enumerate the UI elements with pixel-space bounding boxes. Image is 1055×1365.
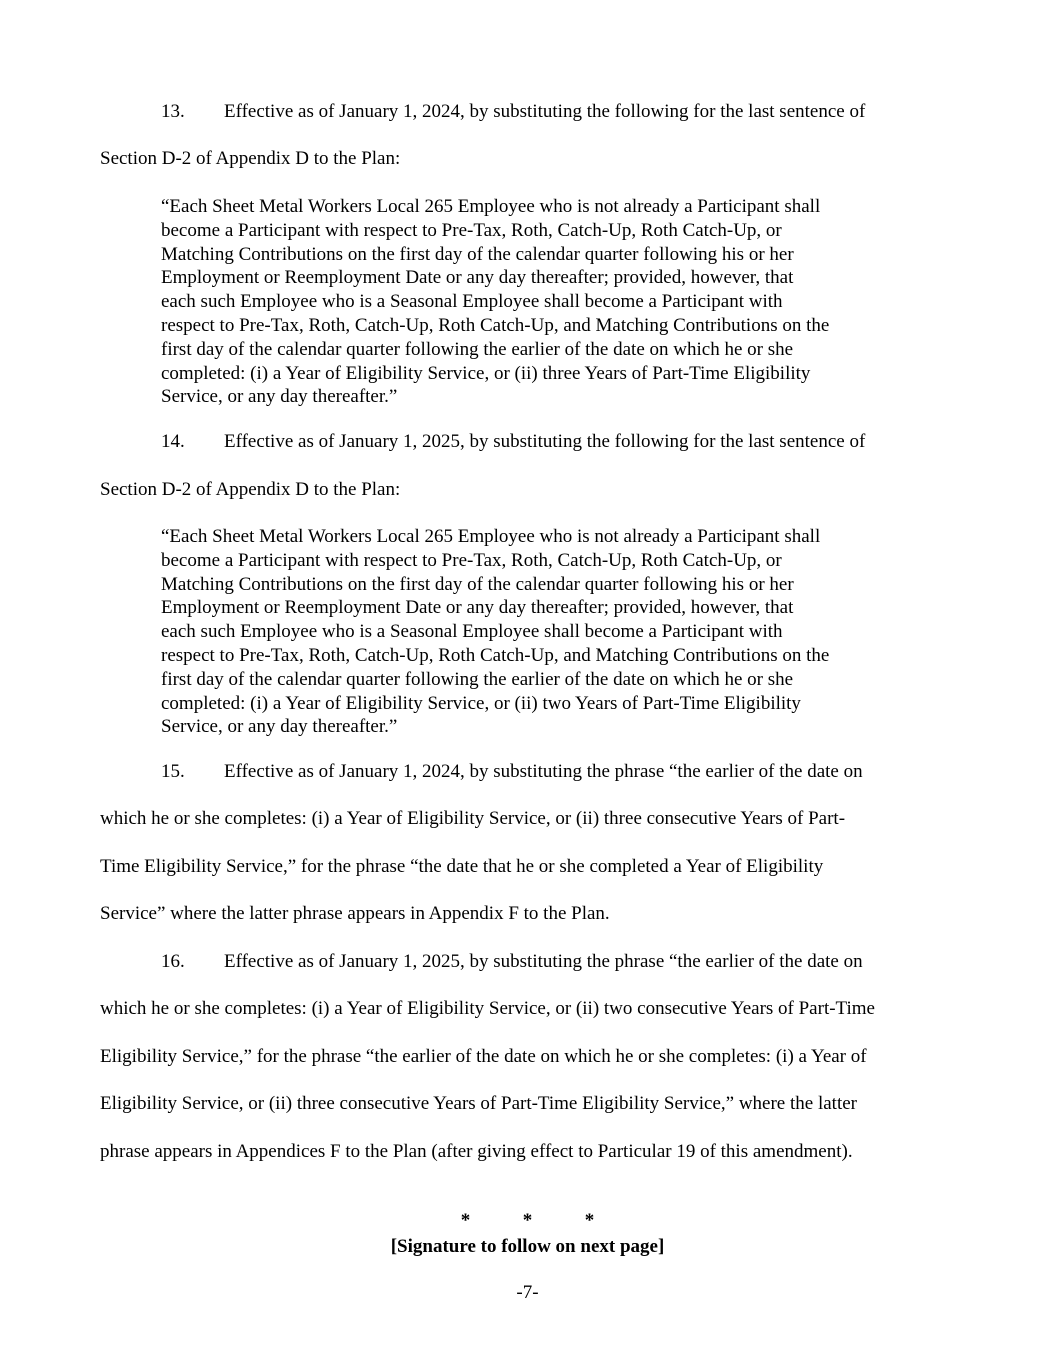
section-lead-text: Effective as of January 1, 2025, by substituting the phrase “the earlier of the date on bbox=[224, 951, 863, 972]
section-16-line: Eligibility Service, or (ii) three consecutive Years of Part-Time Eligibility Service,” where the latter bbox=[100, 1093, 857, 1114]
page-number: -7- bbox=[516, 1282, 539, 1303]
section-lead-text: Effective as of January 1, 2024, by substituting the following for the last sentence of bbox=[224, 101, 866, 122]
section-15-line: Time Eligibility Service,” for the phrase “the date that he or she completed a Year of Eligibility bbox=[100, 856, 824, 877]
section-16-line: phrase appears in Appendices F to the Plan (after giving effect to Particular 19 of this amendment). bbox=[100, 1141, 853, 1162]
section-number: 16. bbox=[161, 951, 185, 972]
section-number: 13. bbox=[161, 101, 185, 122]
section-13-line: Section D-2 of Appendix D to the Plan: bbox=[100, 148, 401, 169]
section-14-line: Section D-2 of Appendix D to the Plan: bbox=[100, 479, 401, 500]
section-lead-text: Effective as of January 1, 2024, by substituting the phrase “the earlier of the date on bbox=[224, 761, 863, 782]
quote-line: respect to Pre-Tax, Roth, Catch-Up, Roth Catch-Up, and Matching Contributions on the bbox=[161, 314, 830, 336]
quote-line: “Each Sheet Metal Workers Local 265 Employee who is not already a Participant shall bbox=[161, 526, 821, 547]
quote-line: each such Employee who is a Seasonal Employee shall become a Participant with bbox=[161, 621, 783, 643]
quote-line: first day of the calendar quarter following the earlier of the date on which he or she bbox=[161, 668, 794, 690]
quote-line: Matching Contributions on the first day of the calendar quarter following his or her bbox=[161, 243, 794, 265]
section-16-lead bbox=[161, 950, 863, 974]
section-15-line: Service” where the latter phrase appears in Appendix F to the Plan. bbox=[100, 903, 610, 924]
quote-line: first day of the calendar quarter following the earlier of the date on which he or she bbox=[161, 338, 794, 360]
quote-line: Employment or Reemployment Date or any day thereafter; provided, however, that bbox=[161, 267, 794, 289]
section-separator-stars bbox=[0, 1210, 1055, 1232]
section-13-lead bbox=[161, 100, 865, 124]
quote-line: Service, or any day thereafter.” bbox=[161, 716, 398, 738]
star: * bbox=[460, 1210, 471, 1231]
quote-line: become a Participant with respect to Pre-Tax, Roth, Catch-Up, Roth Catch-Up, or bbox=[161, 549, 782, 571]
section-13-quote bbox=[161, 195, 901, 409]
section-15-lead bbox=[161, 760, 863, 784]
quote-line: Matching Contributions on the first day of the calendar quarter following his or her bbox=[161, 573, 794, 595]
section-14-quote bbox=[161, 525, 901, 739]
section-14-lead bbox=[161, 430, 865, 454]
star: * bbox=[584, 1210, 595, 1231]
quote-line: completed: (i) a Year of Eligibility Service, or (ii) two Years of Part-Time Eligibility bbox=[161, 692, 801, 714]
section-lead-text: Effective as of January 1, 2025, by substituting the following for the last sentence of bbox=[224, 431, 866, 452]
section-number: 14. bbox=[161, 431, 185, 452]
quote-line: completed: (i) a Year of Eligibility Service, or (ii) three Years of Part-Time Eligibility bbox=[161, 362, 811, 384]
quote-line: “Each Sheet Metal Workers Local 265 Employee who is not already a Participant shall bbox=[161, 196, 821, 217]
section-15-line: which he or she completes: (i) a Year of Eligibility Service, or (ii) three consecutive Years of Part- bbox=[100, 808, 846, 829]
section-16-line: Eligibility Service,” for the phrase “the earlier of the date on which he or she completes: (i) a Year of bbox=[100, 1046, 867, 1067]
section-16-line: which he or she completes: (i) a Year of Eligibility Service, or (ii) two consecutive Years of Part-Time bbox=[100, 998, 875, 1019]
quote-line: become a Participant with respect to Pre-Tax, Roth, Catch-Up, Roth Catch-Up, or bbox=[161, 219, 782, 241]
star: * bbox=[522, 1210, 533, 1231]
quote-line: each such Employee who is a Seasonal Employee shall become a Participant with bbox=[161, 291, 783, 313]
signature-note: [Signature to follow on next page] bbox=[390, 1236, 665, 1257]
quote-line: Service, or any day thereafter.” bbox=[161, 386, 398, 408]
section-number: 15. bbox=[161, 761, 185, 782]
quote-line: respect to Pre-Tax, Roth, Catch-Up, Roth Catch-Up, and Matching Contributions on the bbox=[161, 644, 830, 666]
quote-line: Employment or Reemployment Date or any day thereafter; provided, however, that bbox=[161, 597, 794, 619]
